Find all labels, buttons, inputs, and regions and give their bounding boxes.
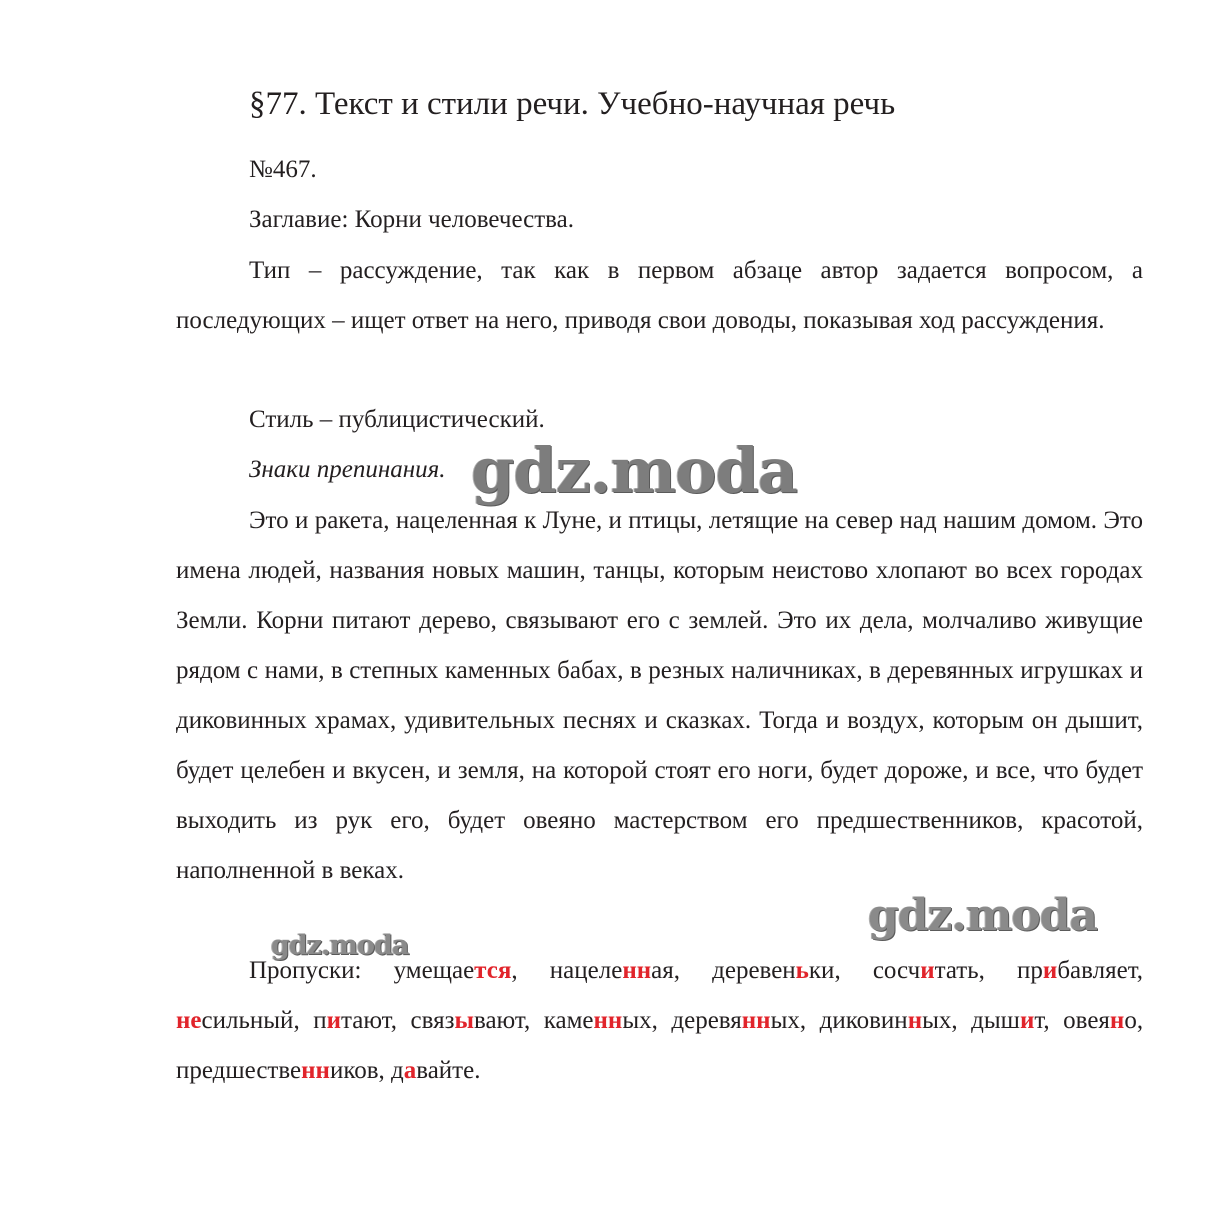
gap-word [1063, 1007, 1137, 1034]
gap-word-part: пр [1017, 957, 1043, 984]
watermark-logo-small: gdz.moda [271, 930, 409, 961]
gap-word-part: дыш [971, 1007, 1020, 1034]
gap-word [391, 1057, 474, 1084]
gap-word-part: связ [410, 1007, 455, 1034]
gap-word-part: умещае [393, 957, 475, 984]
main-paragraph: Это и ракета, нацеленная к Луне, и птицы, летящие на север над нашим домом. Это имена людей, названия новых машин, танцы, которым неистово хлопают во всех городах Земли. Корни питают дерево, связывают его с землей. Это их дела, молчаливо живущие рядом с нами, в степных каменных бабах, в резных наличниках, в деревянных игрушках и диковинных храмах, удивительных песнях и сказках. Тогда и воздух, которым он дышит, будет целебен и вкусен, и земля, на которой стоят его ноги, будет дороже, и все, что будет выходить из рук его, будет овеяно мастерством его предшественников, красотой, наполненной в веках. [176, 507, 1143, 884]
gap-letters-highlight: нн [622, 957, 652, 984]
gap-word-part: п [313, 1007, 327, 1034]
gap-letters-highlight: ы [454, 1007, 474, 1034]
gap-letters-highlight: не [176, 1007, 202, 1034]
gap-word-part: деревя [671, 1007, 742, 1034]
gap-letters-highlight: н [907, 1007, 923, 1034]
gap-letters-highlight: и [326, 1007, 341, 1034]
gap-word-part: т [1034, 1007, 1044, 1034]
gap-word-part: деревен [712, 957, 796, 984]
exercise-number: №467. [249, 156, 317, 183]
watermark-logo-big: gdz.moda [471, 434, 797, 507]
heading-line: Заглавие: Корни человечества. [249, 206, 574, 233]
gap-letters-highlight: нн [741, 1007, 771, 1034]
gap-word-part: сосч [872, 957, 921, 984]
gap-letters-highlight: и [920, 957, 935, 984]
gap-word-part: вают [473, 1007, 524, 1034]
gap-word [411, 1007, 524, 1034]
gap-word-part: ки [808, 957, 835, 984]
gap-word [313, 1007, 391, 1034]
gap-word [971, 1007, 1043, 1034]
punctuation-label: Знаки препинания. [249, 456, 446, 483]
gap-word [550, 957, 674, 984]
gap-word-part: ых [622, 1007, 652, 1034]
gap-letters-highlight: нн [593, 1007, 623, 1034]
gap-word-part: о [1124, 1007, 1137, 1034]
gap-letters-highlight: ь [795, 957, 809, 984]
gap-word-part: ых [770, 1007, 800, 1034]
gaps-label: Пропуски: [249, 957, 362, 984]
gap-letters-highlight: н [1109, 1007, 1125, 1034]
section-title: §77. Текст и стили речи. Учебно-научная речь [249, 86, 896, 122]
type-paragraph: Тип – рассуждение, так как в первом абзаце автор задается вопросом, а последующих – ищет ответ на него, приводя свои доводы, показывая ход рассуждения. [176, 257, 1143, 334]
gaps-words: умещается, нацеленная, деревеньки, сосчитать, прибавляет, несильный, питают, связывают, каменных, деревянных, диковинных, дышит, овеяно, предшественников, давайте. [176, 957, 1144, 1084]
gap-word [671, 1007, 800, 1034]
gap-word [712, 957, 834, 984]
gap-word [873, 957, 979, 984]
style-line: Стиль – публицистический. [249, 406, 545, 433]
gaps-paragraph [176, 946, 1143, 1096]
gap-word-part: тают [341, 1007, 391, 1034]
gap-letters-highlight: и [1042, 957, 1058, 984]
gap-word [176, 1057, 379, 1084]
gap-word [176, 1007, 293, 1034]
gap-word-part: тать [934, 957, 979, 984]
gap-word-part: бавляет [1057, 957, 1137, 984]
gap-word-part: ая [651, 957, 674, 984]
gap-word-part: диковин [819, 1007, 908, 1034]
gap-word-part: сильный [201, 1007, 294, 1034]
gap-letters-highlight: и [1019, 1007, 1035, 1034]
gap-word [1017, 957, 1137, 984]
gap-word-part: ых [922, 1007, 952, 1034]
gap-word [820, 1007, 952, 1034]
watermark-logo-mid: gdz.moda [868, 890, 1098, 941]
gap-word-part: нацеле [549, 957, 623, 984]
gap-word-part: иков [329, 1057, 379, 1084]
gap-letters-highlight: а [403, 1057, 417, 1084]
gap-word-part: предшестве [176, 1057, 302, 1084]
gap-letters-highlight: нн [301, 1057, 330, 1084]
gap-word-part: каме [543, 1007, 594, 1034]
gap-letters-highlight: тся [474, 957, 512, 984]
gap-word-part: д [391, 1057, 404, 1084]
gap-word [544, 1007, 652, 1034]
gap-word-part: овея [1063, 1007, 1110, 1034]
gap-word [394, 957, 512, 984]
gap-word-part: вайте [416, 1057, 475, 1084]
